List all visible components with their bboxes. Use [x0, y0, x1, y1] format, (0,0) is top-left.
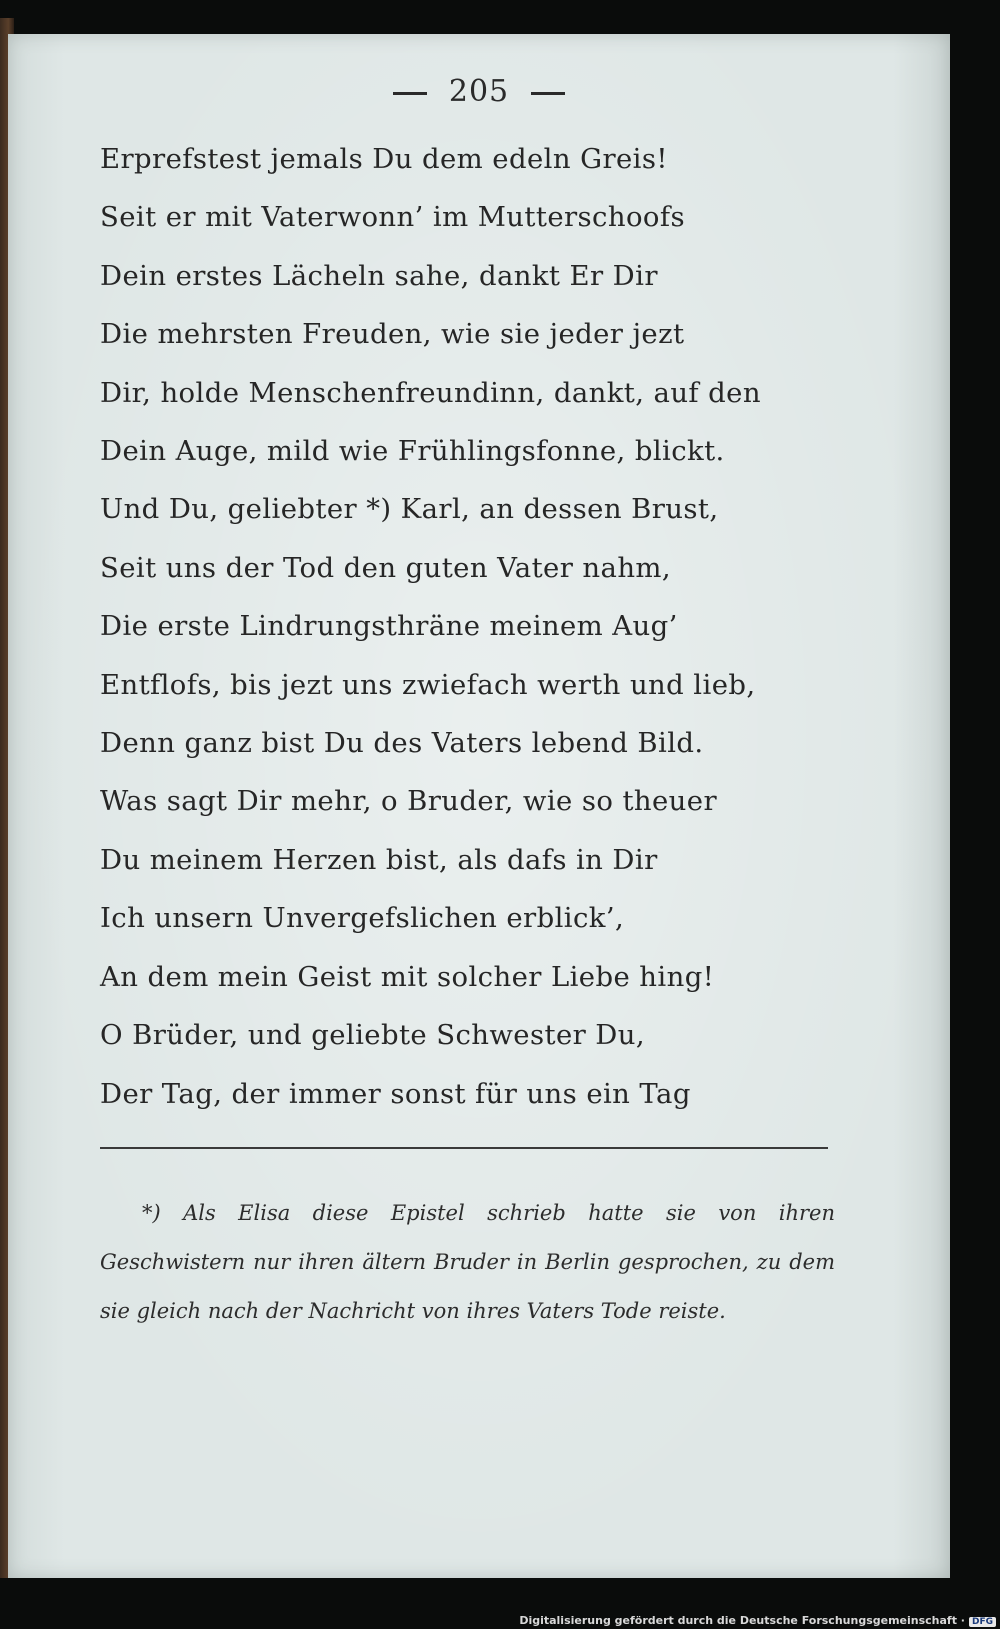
verse-line: Dein Auge, mild wie Frühlingsfonne, blickt. [100, 435, 725, 468]
footnote-separator-rule [100, 1147, 828, 1149]
verse-line: Dein erstes Lächeln sahe, dankt Er Dir [100, 259, 658, 292]
verse-line: Und Du, geliebter *) Karl, an dessen Brust, [100, 493, 719, 526]
verse-line: Seit uns der Tod den guten Vater nahm, [100, 551, 672, 584]
book-page [8, 34, 950, 1578]
page-number-header [8, 74, 950, 109]
dash-right [531, 92, 565, 95]
verse-line: Entflofs, bis jezt uns zwiefach werth und lieb, [100, 668, 756, 701]
verse-line: Seit er mit Vaterwonn’ im Mutterschoofs [100, 201, 685, 234]
verse-line: Der Tag, der immer sonst für uns ein Tag [100, 1077, 691, 1110]
verse-line: Erprefstest jemals Du dem edeln Greis! [100, 143, 668, 175]
poem-text [100, 130, 860, 1123]
page-number: 205 [448, 74, 510, 109]
verse-line: Denn ganz bist Du des Vaters lebend Bild. [100, 727, 704, 760]
verse-line: O Brüder, und geliebte Schwester Du, [100, 1019, 646, 1052]
dash-left [393, 92, 427, 95]
verse-line: Dir, holde Menschenfreundinn, dankt, auf den [100, 376, 761, 409]
verse-line: Die mehrsten Freuden, wie sie jeder jezt [100, 318, 685, 351]
verse-line: Du meinem Herzen bist, als dafs in Dir [100, 843, 658, 876]
verse-line: Die erste Lindrungsthräne meinem Aug’ [100, 610, 678, 643]
verse-line: An dem mein Geist mit solcher Liebe hing! [100, 960, 715, 993]
verse-line: Was sagt Dir mehr, o Bruder, wie so theuer [100, 785, 718, 818]
footnote: *) Als Elisa diese Epistel schrieb hatte sie von ihren Geschwistern nur ihren ältern Bruder in Berlin gesprochen, zu dem sie gleich nach der Nachricht von ihres Vaters Tode reiste. [100, 1201, 835, 1323]
digitization-credit [519, 1614, 996, 1627]
credit-text: Digitalisierung gefördert durch die Deutsche Forschungsgemeinschaft · [519, 1614, 965, 1627]
verse-line: Ich unsern Unvergefslichen erblick’, [100, 902, 625, 935]
dfg-logo: DFG [969, 1617, 996, 1627]
